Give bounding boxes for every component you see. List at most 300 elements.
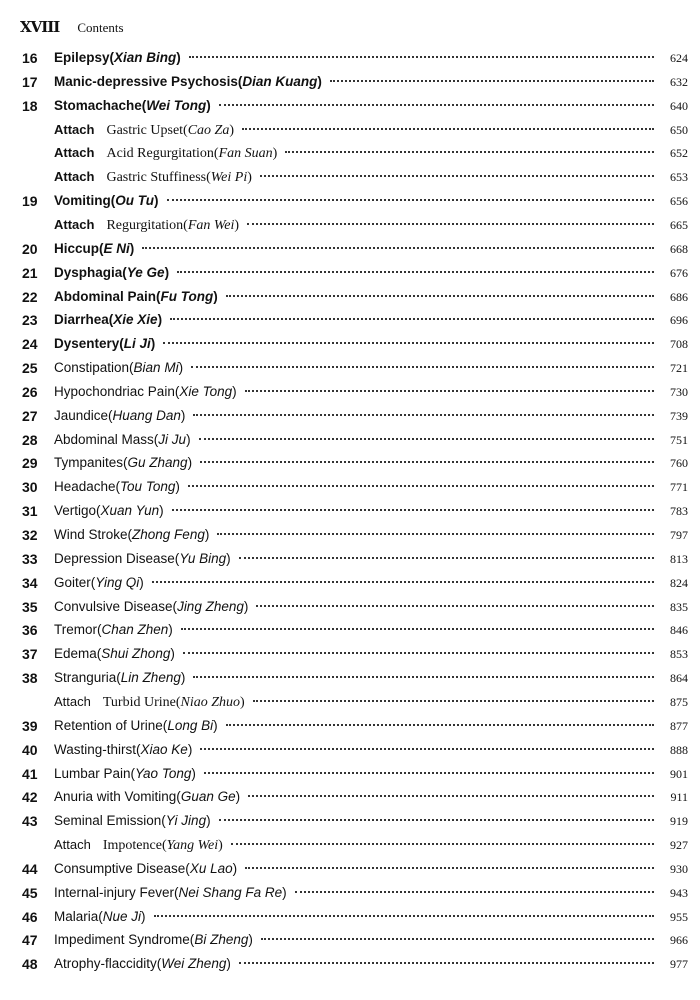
entry-number: 45 bbox=[22, 884, 38, 901]
dot-leader bbox=[261, 938, 654, 940]
dot-leader bbox=[242, 128, 654, 130]
toc-entry[interactable] bbox=[0, 334, 700, 354]
entry-pinyin: Xiao Ke bbox=[140, 741, 188, 757]
entry-pinyin: Ying Qi bbox=[95, 574, 140, 590]
entry-page-number: 783 bbox=[670, 504, 688, 519]
entry-close-paren: ) bbox=[129, 240, 135, 256]
entry-number: 30 bbox=[22, 479, 38, 496]
entry-number: 27 bbox=[22, 407, 38, 424]
entry-number: 39 bbox=[22, 717, 38, 734]
entry-name: Hypochondriac Pain( bbox=[54, 383, 180, 399]
entry-title bbox=[54, 334, 155, 354]
entry-line bbox=[54, 740, 688, 760]
dot-leader bbox=[204, 772, 654, 774]
toc-attach-entry[interactable] bbox=[0, 835, 700, 855]
entry-page-number: 966 bbox=[670, 933, 688, 948]
attach-label: Attach bbox=[54, 169, 95, 185]
entry-title bbox=[54, 501, 164, 521]
entry-name: Malaria( bbox=[54, 908, 103, 924]
entry-line bbox=[54, 597, 688, 617]
entry-name: Vertigo( bbox=[54, 503, 101, 519]
entry-close-paren: ) bbox=[168, 622, 173, 638]
entry-name: Seminal Emission( bbox=[54, 813, 166, 829]
entry-number: 28 bbox=[22, 431, 38, 448]
entry-page-number: 653 bbox=[670, 170, 688, 185]
toc-entry[interactable] bbox=[0, 239, 700, 259]
entry-line bbox=[54, 239, 688, 259]
entry-line bbox=[54, 573, 688, 593]
dot-leader bbox=[163, 342, 654, 344]
toc-entry[interactable] bbox=[0, 787, 700, 807]
entry-name: Constipation( bbox=[54, 360, 134, 376]
dot-leader bbox=[152, 581, 654, 583]
entry-line bbox=[54, 382, 688, 402]
entry-number: 23 bbox=[22, 312, 38, 329]
entry-line bbox=[54, 835, 688, 856]
entry-page-number: 813 bbox=[670, 551, 688, 566]
entry-title bbox=[54, 406, 185, 426]
entry-title bbox=[103, 693, 245, 713]
entry-close-paren: ) bbox=[164, 264, 170, 280]
entry-number: 17 bbox=[22, 73, 38, 90]
entry-pinyin: Yi Jing bbox=[165, 813, 207, 829]
entry-number: 16 bbox=[22, 50, 38, 66]
entry-name: Goiter( bbox=[54, 574, 96, 590]
entry-line bbox=[54, 501, 688, 521]
attach-label: Attach bbox=[54, 837, 91, 853]
entry-page-number: 901 bbox=[670, 766, 688, 781]
entry-line bbox=[54, 907, 688, 927]
entry-line bbox=[54, 453, 688, 473]
entry-title bbox=[54, 287, 218, 307]
entry-close-paren: ) bbox=[154, 193, 159, 209]
dot-leader bbox=[142, 247, 654, 249]
toc-entry[interactable] bbox=[0, 358, 700, 378]
entry-line bbox=[54, 764, 688, 784]
dot-leader bbox=[217, 533, 654, 535]
entry-close-paren: ) bbox=[187, 455, 193, 471]
toc-entry[interactable] bbox=[0, 191, 700, 211]
entry-line bbox=[54, 167, 688, 188]
entry-pinyin: Yang Wei bbox=[166, 838, 219, 854]
entry-title bbox=[54, 477, 180, 497]
entry-line bbox=[54, 525, 688, 545]
entry-pinyin: Lin Zheng bbox=[120, 670, 181, 686]
entry-page-number: 696 bbox=[670, 313, 688, 328]
entry-name: Tympanites( bbox=[54, 455, 128, 471]
entry-page-number: 853 bbox=[670, 647, 688, 662]
entry-pinyin: Li Ji bbox=[123, 336, 151, 352]
toc-entry[interactable] bbox=[0, 930, 700, 950]
toc-entry[interactable] bbox=[0, 668, 700, 688]
toc-entry[interactable] bbox=[0, 430, 700, 450]
entry-title bbox=[54, 620, 173, 640]
entry-title bbox=[106, 121, 234, 141]
dot-leader bbox=[181, 628, 654, 630]
page-title: Contents bbox=[77, 20, 124, 35]
entry-pinyin: Bi Zheng bbox=[194, 932, 249, 948]
toc-entry[interactable] bbox=[0, 907, 700, 927]
entry-title bbox=[54, 573, 144, 593]
entry-close-paren: ) bbox=[234, 217, 240, 233]
entry-line bbox=[54, 287, 688, 307]
toc-entry[interactable] bbox=[0, 859, 700, 879]
entry-line bbox=[54, 692, 688, 713]
entry-close-paren: ) bbox=[187, 741, 193, 757]
dot-leader bbox=[285, 151, 654, 153]
entry-close-paren: ) bbox=[150, 336, 156, 352]
entry-close-paren: ) bbox=[139, 574, 144, 590]
entry-pinyin: Xuan Yun bbox=[100, 503, 160, 519]
toc-entry[interactable] bbox=[0, 48, 700, 68]
entry-number: 42 bbox=[22, 789, 38, 806]
entry-page-number: 771 bbox=[670, 480, 688, 495]
entry-line bbox=[54, 48, 688, 68]
entry-number: 25 bbox=[22, 360, 38, 377]
entry-title bbox=[54, 787, 240, 807]
dot-leader bbox=[200, 461, 654, 463]
entry-name: Jaundice( bbox=[54, 407, 113, 423]
toc-entry[interactable] bbox=[0, 597, 700, 617]
entry-title bbox=[54, 930, 253, 950]
entry-line bbox=[54, 787, 688, 807]
entry-page-number: 943 bbox=[670, 885, 688, 900]
entry-page-number: 927 bbox=[670, 838, 688, 853]
entry-line bbox=[54, 811, 688, 831]
entry-close-paren: ) bbox=[204, 527, 210, 542]
toc-attach-entry[interactable] bbox=[0, 143, 700, 163]
entry-close-paren: ) bbox=[272, 146, 278, 162]
toc-entry[interactable] bbox=[0, 477, 700, 497]
toc-entry[interactable] bbox=[0, 501, 700, 521]
toc-entry[interactable] bbox=[0, 883, 700, 903]
dot-leader bbox=[253, 700, 654, 702]
entry-pinyin: Nei Shang Fa Re bbox=[178, 884, 283, 900]
toc-entry[interactable] bbox=[0, 716, 700, 736]
dot-leader bbox=[226, 295, 654, 297]
entry-line bbox=[54, 143, 688, 164]
entry-name: Impediment Syndrome( bbox=[54, 932, 195, 948]
entry-pinyin: Zhong Feng bbox=[132, 527, 205, 542]
dot-leader bbox=[193, 676, 654, 678]
toc-entry[interactable] bbox=[0, 954, 700, 974]
entry-pinyin: Huang Dan bbox=[112, 407, 181, 423]
entry-page-number: 656 bbox=[670, 194, 688, 209]
dot-leader bbox=[245, 867, 654, 869]
entry-line bbox=[54, 644, 688, 664]
entry-pinyin: Wei Zheng bbox=[161, 956, 227, 972]
entry-pinyin: Gu Zhang bbox=[127, 455, 188, 471]
entry-close-paren: ) bbox=[180, 407, 186, 423]
entry-name: Gastric Upset( bbox=[106, 122, 188, 138]
entry-pinyin: Ye Ge bbox=[126, 264, 165, 280]
entry-line bbox=[54, 96, 688, 116]
attach-label: Attach bbox=[54, 216, 95, 232]
entry-close-paren: ) bbox=[157, 312, 163, 328]
entry-title bbox=[106, 144, 277, 164]
toc-attach-entry[interactable] bbox=[0, 215, 700, 235]
entry-title bbox=[54, 191, 159, 211]
entry-close-paren: ) bbox=[213, 717, 218, 733]
dot-leader bbox=[219, 104, 654, 106]
entry-pinyin: Fu Tong bbox=[160, 288, 214, 304]
entry-title bbox=[54, 740, 192, 760]
entry-pinyin: Yao Tong bbox=[135, 765, 192, 781]
page-number-roman: XVIII bbox=[20, 18, 60, 36]
attach-label: Attach bbox=[54, 693, 91, 709]
entry-title bbox=[54, 239, 134, 259]
entry-close-paren: ) bbox=[218, 838, 223, 854]
entry-page-number: 686 bbox=[670, 289, 688, 304]
toc-entry[interactable] bbox=[0, 573, 700, 593]
entry-pinyin: Xu Lao bbox=[189, 860, 233, 876]
entry-close-paren: ) bbox=[170, 646, 175, 662]
entry-page-number: 632 bbox=[670, 74, 688, 89]
entry-title bbox=[54, 859, 237, 879]
entry-page-number: 824 bbox=[670, 575, 688, 590]
entry-name: Stomachache( bbox=[54, 97, 147, 113]
dot-leader bbox=[200, 748, 654, 750]
entry-name: Dysphagia( bbox=[54, 264, 127, 280]
entry-name: Internal-injury Fever( bbox=[54, 884, 179, 900]
entry-close-paren: ) bbox=[178, 360, 184, 376]
entry-line bbox=[54, 72, 688, 92]
entry-name: Turbid Urine( bbox=[102, 694, 181, 710]
entry-name: Gastric Stuffiness( bbox=[106, 170, 211, 186]
entry-page-number: 708 bbox=[670, 337, 688, 352]
entry-close-paren: ) bbox=[232, 860, 238, 876]
entry-line bbox=[54, 358, 688, 378]
entry-title bbox=[54, 72, 322, 92]
entry-name: Edema( bbox=[54, 646, 102, 662]
entry-title bbox=[103, 836, 223, 856]
entry-page-number: 888 bbox=[670, 742, 688, 757]
entry-number: 24 bbox=[22, 336, 38, 353]
entry-close-paren: ) bbox=[141, 908, 146, 924]
entry-title bbox=[54, 954, 231, 974]
entry-page-number: 676 bbox=[670, 265, 688, 280]
entry-page-number: 797 bbox=[670, 528, 688, 542]
dot-leader bbox=[170, 318, 654, 320]
entry-title bbox=[54, 263, 169, 283]
toc-entry[interactable] bbox=[0, 382, 700, 402]
entry-close-paren: ) bbox=[240, 694, 245, 710]
entry-page-number: 875 bbox=[670, 694, 688, 709]
entry-line bbox=[54, 716, 688, 736]
entry-number: 18 bbox=[22, 97, 38, 114]
entry-title bbox=[54, 597, 248, 617]
attach-label: Attach bbox=[54, 145, 95, 161]
entry-name: Wasting-thirst( bbox=[54, 741, 141, 757]
entry-name: Abdominal Pain( bbox=[54, 288, 161, 304]
entry-page-number: 977 bbox=[670, 957, 688, 972]
entry-page-number: 730 bbox=[670, 384, 688, 399]
toc-entry[interactable] bbox=[0, 310, 700, 330]
entry-title bbox=[106, 216, 239, 236]
attach-label: Attach bbox=[54, 121, 95, 137]
entry-page-number: 846 bbox=[670, 623, 688, 638]
entry-close-paren: ) bbox=[206, 813, 211, 829]
entry-page-number: 739 bbox=[670, 408, 688, 423]
entry-title bbox=[54, 96, 211, 116]
entry-line bbox=[54, 930, 688, 950]
entry-close-paren: ) bbox=[206, 97, 211, 113]
entry-name: Atrophy-flaccidity( bbox=[54, 956, 162, 972]
entry-name: Vomiting( bbox=[54, 193, 116, 209]
entry-pinyin: Xie Tong bbox=[179, 383, 233, 399]
entry-pinyin: Wei Tong bbox=[146, 97, 207, 113]
entry-close-paren: ) bbox=[248, 932, 253, 948]
toc-entry[interactable] bbox=[0, 263, 700, 283]
entry-number: 20 bbox=[22, 240, 38, 257]
entry-close-paren: ) bbox=[175, 479, 180, 495]
toc-entry[interactable] bbox=[0, 72, 700, 92]
entry-line bbox=[54, 883, 688, 903]
entry-title bbox=[54, 716, 218, 736]
entry-title bbox=[54, 764, 196, 784]
entry-name: Diarrhea( bbox=[54, 312, 114, 328]
entry-name: Convulsive Disease( bbox=[54, 598, 178, 614]
entry-number: 21 bbox=[22, 264, 38, 281]
entry-number: 34 bbox=[22, 574, 38, 591]
entry-number: 43 bbox=[22, 813, 38, 830]
entry-line bbox=[54, 620, 688, 640]
entry-page-number: 650 bbox=[670, 122, 688, 137]
entry-line bbox=[54, 549, 688, 569]
dot-leader bbox=[295, 891, 654, 893]
entry-close-paren: ) bbox=[213, 288, 218, 304]
entry-number: 41 bbox=[22, 765, 38, 782]
entry-number: 29 bbox=[22, 455, 38, 472]
entry-number: 38 bbox=[22, 670, 38, 687]
entry-line bbox=[54, 120, 688, 141]
toc-entry[interactable] bbox=[0, 644, 700, 664]
entry-pinyin: Fan Suan bbox=[218, 146, 273, 162]
entry-pinyin: Dian Kuang bbox=[242, 73, 318, 89]
entry-pinyin: Shui Zhong bbox=[101, 646, 171, 662]
toc-entry[interactable] bbox=[0, 96, 700, 116]
entry-page-number: 760 bbox=[670, 456, 688, 471]
entry-title bbox=[54, 453, 192, 473]
toc-entry[interactable] bbox=[0, 764, 700, 784]
dot-leader bbox=[183, 652, 654, 654]
toc-attach-entry[interactable] bbox=[0, 120, 700, 140]
entry-title bbox=[106, 168, 251, 188]
dot-leader bbox=[154, 915, 654, 917]
entry-title bbox=[54, 430, 191, 450]
dot-leader bbox=[188, 485, 654, 487]
entry-name: Depression Disease( bbox=[54, 550, 180, 566]
entry-number: 47 bbox=[22, 932, 38, 949]
entry-pinyin: Niao Zhuo bbox=[180, 694, 241, 710]
entry-page-number: 955 bbox=[670, 909, 688, 924]
entry-close-paren: ) bbox=[229, 122, 235, 138]
toc-entry[interactable] bbox=[0, 525, 700, 545]
entry-pinyin: Fan Wei bbox=[187, 217, 235, 233]
entry-close-paren: ) bbox=[226, 956, 231, 972]
entry-name: Consumptive Disease( bbox=[54, 860, 190, 876]
entry-title bbox=[54, 907, 146, 927]
toc-entry[interactable] bbox=[0, 740, 700, 760]
entry-page-number: 911 bbox=[670, 790, 688, 805]
entry-number: 36 bbox=[22, 622, 38, 639]
entry-line bbox=[54, 334, 688, 354]
entry-name: Wind Stroke( bbox=[54, 527, 133, 542]
entry-page-number: 919 bbox=[670, 814, 688, 829]
entry-number: 26 bbox=[22, 383, 38, 400]
entry-number: 40 bbox=[22, 741, 38, 758]
dot-leader bbox=[189, 56, 654, 58]
entry-page-number: 835 bbox=[670, 599, 688, 614]
entry-pinyin: Xian Bing bbox=[114, 50, 177, 65]
entry-name: Acid Regurgitation( bbox=[106, 146, 219, 162]
entry-pinyin: Wei Pi bbox=[210, 170, 248, 186]
entry-number: 35 bbox=[22, 598, 38, 615]
toc-attach-entry[interactable] bbox=[0, 692, 700, 712]
entry-close-paren: ) bbox=[247, 170, 252, 186]
entry-name: Abdominal Mass( bbox=[54, 431, 159, 447]
entry-pinyin: E Ni bbox=[103, 240, 130, 256]
entry-line bbox=[54, 430, 688, 450]
dot-leader bbox=[247, 223, 654, 225]
entry-close-paren: ) bbox=[235, 789, 241, 805]
toc-entry[interactable] bbox=[0, 453, 700, 473]
entry-number: 19 bbox=[22, 193, 38, 210]
toc-entry[interactable] bbox=[0, 811, 700, 831]
entry-pinyin: Jing Zheng bbox=[177, 598, 244, 614]
entry-page-number: 721 bbox=[670, 361, 688, 376]
entry-title bbox=[54, 358, 183, 378]
entry-title bbox=[54, 644, 175, 664]
entry-close-paren: ) bbox=[176, 50, 181, 65]
entry-name: Stranguria( bbox=[54, 670, 121, 686]
dot-leader bbox=[219, 819, 654, 821]
entry-page-number: 624 bbox=[670, 51, 688, 65]
entry-pinyin: Tou Tong bbox=[120, 479, 176, 495]
entry-name: Lumbar Pain( bbox=[54, 765, 136, 781]
entry-close-paren: ) bbox=[159, 503, 164, 519]
entry-title bbox=[54, 382, 237, 402]
entry-pinyin: Bian Mi bbox=[133, 360, 179, 376]
entry-number: 32 bbox=[22, 527, 38, 543]
entry-name: Hiccup( bbox=[54, 240, 104, 256]
entry-title bbox=[54, 525, 209, 545]
dot-leader bbox=[256, 605, 654, 607]
entry-close-paren: ) bbox=[186, 431, 191, 447]
dot-leader bbox=[167, 199, 655, 201]
toc-entry[interactable] bbox=[0, 549, 700, 569]
entry-close-paren: ) bbox=[317, 73, 322, 89]
toc-entry[interactable] bbox=[0, 620, 700, 640]
toc-attach-entry[interactable] bbox=[0, 167, 700, 187]
entry-number: 46 bbox=[22, 908, 38, 925]
entry-name: Dysentery( bbox=[54, 336, 124, 352]
entry-number: 22 bbox=[22, 288, 38, 305]
entry-page-number: 652 bbox=[670, 146, 688, 161]
dot-leader bbox=[193, 414, 654, 416]
dot-leader bbox=[248, 795, 654, 797]
entry-page-number: 930 bbox=[670, 861, 688, 876]
entry-line bbox=[54, 215, 688, 236]
entry-close-paren: ) bbox=[180, 670, 186, 686]
entry-line bbox=[54, 191, 688, 211]
entry-close-paren: ) bbox=[243, 598, 249, 614]
entry-line bbox=[54, 859, 688, 879]
entry-name: Epilepsy( bbox=[54, 50, 115, 65]
toc-entry[interactable] bbox=[0, 287, 700, 307]
toc-entry[interactable] bbox=[0, 406, 700, 426]
entry-title bbox=[54, 310, 162, 330]
